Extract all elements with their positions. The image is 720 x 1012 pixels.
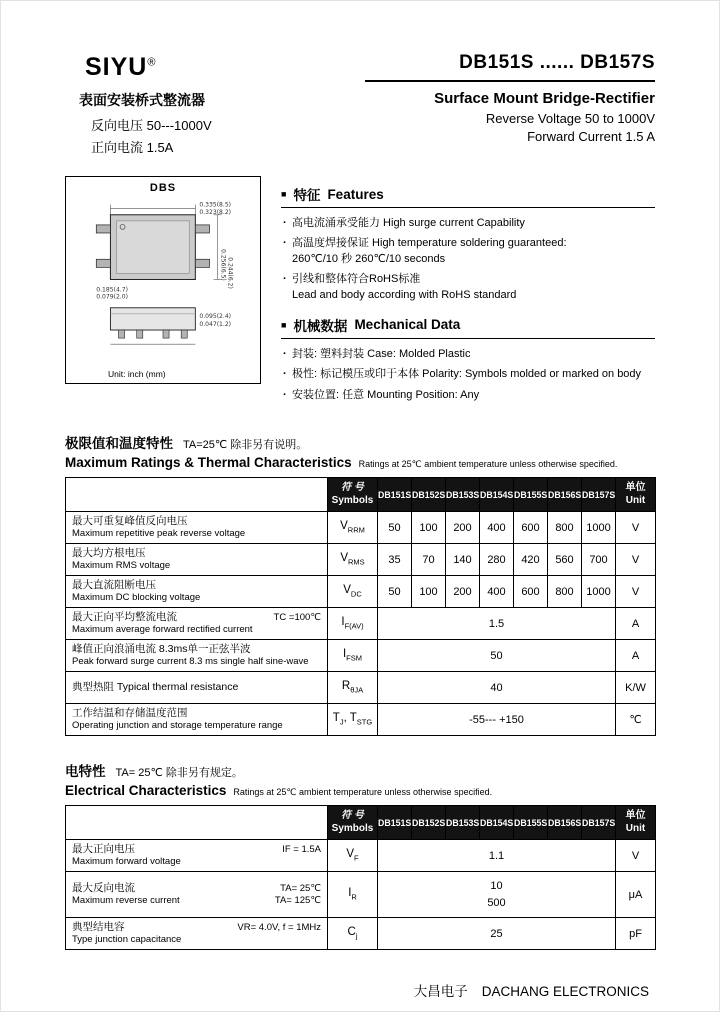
electrical-heading-cn [65, 760, 655, 780]
feature-line: · 高电流涌承受能力 High surge current Capability [292, 217, 525, 229]
unit-header [616, 478, 656, 512]
feature-line: · 高温度焊接保证 High temperature soldering guaranteed: [292, 237, 567, 250]
dimension-label: 0.244(6.2) [226, 257, 234, 289]
value-cell: 50 [378, 576, 412, 608]
value-line: 10 [490, 880, 503, 893]
row-description [66, 576, 328, 608]
part-column-header: DB154S [480, 806, 514, 840]
row-description [66, 672, 328, 704]
value-cell [378, 872, 616, 918]
desc-en: Maximum forward voltage [72, 856, 181, 868]
value-cell: 25 [378, 918, 616, 950]
symbol-cell: $I_R$ [328, 872, 378, 918]
value-cell: 1.5 [378, 608, 616, 640]
desc-en: Maximum reverse current [72, 895, 180, 907]
desc-en: Type junction capacitance [72, 934, 182, 946]
value-cell: 800 [548, 576, 582, 608]
electrical-heading-en [65, 783, 655, 798]
max-ratings-section [65, 432, 655, 736]
value-cell: 1000 [582, 576, 616, 608]
symbol-cell: $V_{RMS}$ [328, 544, 378, 576]
unit-header-cn: 单位 [625, 482, 646, 494]
part-column-header: DB157S [582, 478, 616, 512]
features-heading [281, 184, 655, 208]
desc-en: Maximum RMS voltage [72, 560, 171, 572]
dimension-label: 0.079(2.0) [96, 293, 128, 301]
row-description [66, 544, 328, 576]
value-cell: 100 [412, 512, 446, 544]
table-row [66, 704, 656, 736]
value-cell: 600 [514, 576, 548, 608]
mechanical-list [281, 347, 655, 403]
dimension-label: 0.095(2.4) [199, 312, 232, 320]
max-ratings-heading-cn [65, 432, 655, 452]
symbol-cell: $C_j$ [328, 918, 378, 950]
max-ratings-table [65, 477, 656, 736]
unit-header-en: Unit [625, 494, 646, 506]
row-description [66, 608, 328, 640]
intro-english [434, 90, 655, 156]
package-side-view [110, 308, 195, 330]
heading-cn-text: 极限值和温度特性 [65, 436, 173, 452]
forward-current-en: Forward Current 1.5 A [527, 129, 655, 144]
list-item [281, 272, 655, 303]
features-heading-en: Features [327, 186, 384, 202]
table-row [66, 840, 656, 872]
electrical-section [65, 760, 655, 950]
part-column-header: DB156S [548, 478, 582, 512]
reverse-voltage-en: Reverse Voltage 50 to 1000V [485, 111, 655, 126]
lead [96, 259, 110, 267]
part-column-header: DB152S [412, 806, 446, 840]
part-column-header: DB153S [446, 478, 480, 512]
forward-current-cn: 正向电流 1.5A [91, 140, 174, 155]
unit-note: Unit: inch (mm) [108, 369, 166, 379]
symbol-header-cn: 符 号 [341, 482, 364, 494]
lead [195, 259, 209, 267]
unit-cell: A [616, 608, 656, 640]
intro-chinese [65, 90, 212, 156]
lead [181, 330, 187, 338]
value-cell: 600 [514, 512, 548, 544]
condition: IF = 1.5A [282, 844, 321, 856]
registered-mark: ® [147, 56, 157, 69]
table-row [66, 640, 656, 672]
lead [163, 330, 169, 338]
unit-header [616, 806, 656, 840]
max-ratings-heading-en [65, 455, 655, 470]
symbol-cell: $T_J$, $T_{STG}$ [328, 704, 378, 736]
unit-cell: A [616, 640, 656, 672]
symbol-header [328, 806, 378, 840]
blank-header-cell [66, 806, 328, 840]
symbol-header-en: Symbols [331, 494, 374, 506]
unit-cell: V [616, 840, 656, 872]
dimension-label: 0.323(8.2) [199, 208, 232, 216]
value-cell: 100 [412, 576, 446, 608]
part-column-header: DB151S [378, 478, 412, 512]
lead [96, 225, 110, 233]
table-row [66, 608, 656, 640]
package-drawing-svg [70, 194, 256, 369]
unit-cell: V [616, 512, 656, 544]
unit-header-en: Unit [625, 822, 646, 834]
symbol-cell: $I_{FSM}$ [328, 640, 378, 672]
row-description [66, 840, 328, 872]
symbol-cell: $V_F$ [328, 840, 378, 872]
unit-header-cn: 单位 [625, 810, 646, 822]
footer-company-en: DACHANG ELECTRONICS [481, 984, 649, 1000]
table-row [66, 576, 656, 608]
value-cell: 200 [446, 576, 480, 608]
part-column-header: DB155S [514, 806, 548, 840]
value-cell: 420 [514, 544, 548, 576]
symbol-cell: $R_{\theta JA}$ [328, 672, 378, 704]
footer-company-cn: 大昌电子 [413, 984, 468, 1000]
heading-en-text: Electrical Characteristics [65, 783, 227, 799]
unit-cell: V [616, 544, 656, 576]
value-cell: 1.1 [378, 840, 616, 872]
unit-cell: ℃ [616, 704, 656, 736]
desc-cn: 最大正向平均整流电流 [72, 611, 177, 624]
part-column-header: DB156S [548, 806, 582, 840]
brand-text: SIYU [85, 53, 148, 81]
lead [195, 225, 209, 233]
value-cell: 560 [548, 544, 582, 576]
features-heading-cn: ■ 特征 [293, 188, 321, 203]
symbol-cell: $V_{DC}$ [328, 576, 378, 608]
desc-en: Maximum DC blocking voltage [72, 592, 201, 604]
table-row [66, 872, 656, 918]
symbol-header-en: Symbols [331, 822, 374, 834]
desc-cn: 最大直流阻断电压 [72, 579, 156, 592]
part-column-header: DB157S [582, 806, 616, 840]
desc-cn: 典型结电容 [72, 921, 125, 934]
part-column-header: DB154S [480, 478, 514, 512]
mechanical-heading [281, 315, 655, 339]
footer [65, 980, 655, 1000]
desc-en: Maximum repetitive peak reverse voltage [72, 528, 246, 540]
part-column-header: DB152S [412, 478, 446, 512]
value-cell: 40 [378, 672, 616, 704]
desc-cn: 最大可重复峰值反向电压 [72, 515, 188, 528]
symbol-cell: $V_{RRM}$ [328, 512, 378, 544]
blank-header-cell [66, 478, 328, 512]
condition: TC =100℃ [273, 612, 321, 624]
list-item: · 极性: 标记模压或印于本体 Polarity: Symbols molded or marked on body [281, 367, 655, 382]
heading-en-note: Ratings at 25℃ ambient temperature unless otherwise specified. [233, 787, 493, 798]
features-list [281, 216, 655, 303]
dimension-label: 0.185(4.7) [96, 286, 128, 294]
value-cell: 800 [548, 512, 582, 544]
unit-cell: μA [616, 872, 656, 918]
unit-cell: pF [616, 918, 656, 950]
heading-cn-note: TA= 25℃ 除非另有规定。 [115, 767, 243, 780]
unit-cell: K/W [616, 672, 656, 704]
row-description [66, 918, 328, 950]
part-column-header: DB155S [514, 478, 548, 512]
desc-cn: 典型热阻 Typical thermal resistance [72, 681, 239, 694]
value-cell: 200 [446, 512, 480, 544]
list-item: · 安装位置: 任意 Mounting Position: Any [281, 388, 655, 403]
list-item [281, 216, 655, 231]
value-cell: 400 [480, 576, 514, 608]
feature-line: Lead and body according with RoHS standard [292, 288, 517, 301]
feature-line: 260℃/10 秒 260℃/10 seconds [292, 252, 446, 265]
value-cell: 50 [378, 640, 616, 672]
row-description [66, 704, 328, 736]
brand-logo [65, 53, 156, 82]
package-diagram [65, 176, 261, 384]
title-en: Surface Mount Bridge-Rectifier [434, 90, 655, 107]
symbol-cell: $I_{F(AV)}$ [328, 608, 378, 640]
mechanical-heading-cn: ■ 机械数据 [293, 318, 348, 334]
value-cell: 70 [412, 544, 446, 576]
desc-cn: 工作结温和存储温度范围 [72, 707, 188, 720]
list-item [281, 236, 655, 267]
condition: VR= 4.0V, f = 1MHz [237, 922, 321, 934]
header [65, 52, 655, 82]
desc-cn: 最大均方根电压 [72, 547, 146, 560]
lead [137, 330, 143, 338]
heading-en-note: Ratings at 25℃ ambient temperature unless otherwise specified. [358, 459, 618, 470]
symbol-header [328, 478, 378, 512]
value-cell: 700 [582, 544, 616, 576]
table-row [66, 512, 656, 544]
condition: TA= 125℃ [274, 895, 321, 907]
package-name: DBS [149, 182, 177, 194]
reverse-voltage-cn: 反向电压 50---1000V [91, 118, 212, 133]
value-cell: 50 [378, 512, 412, 544]
desc-en: Operating junction and storage temperature range [72, 720, 283, 732]
desc-cn: 最大反向电流 [72, 882, 135, 895]
title-cn: 表面安装桥式整流器 [79, 92, 205, 108]
dimension-label: 0.256(6.5) [219, 249, 227, 281]
heading-cn-note: TA=25℃ 除非另有说明。 [183, 439, 308, 452]
list-item: · 封装: 塑料封装 Case: Molded Plastic [281, 347, 655, 362]
unit-cell: V [616, 576, 656, 608]
table-header-row [66, 478, 656, 512]
desc-cn: 峰值正向浪涌电流 8.3ms单一正弦半波 [72, 643, 251, 656]
dimension-label: 0.047(1.2) [199, 320, 232, 328]
table-row [66, 918, 656, 950]
row-description [66, 872, 328, 918]
value-cell: 280 [480, 544, 514, 576]
value-cell: -55--- +150 [378, 704, 616, 736]
value-line: 500 [487, 896, 506, 909]
part-range-title: DB151S ...... DB157S [365, 52, 655, 82]
table-row [66, 672, 656, 704]
row-description [66, 512, 328, 544]
electrical-table [65, 805, 656, 950]
desc-en: Maximum average forward rectified current [72, 624, 253, 636]
table-row [66, 544, 656, 576]
lead [119, 330, 125, 338]
value-cell: 1000 [582, 512, 616, 544]
value-cell: 140 [446, 544, 480, 576]
mechanical-heading-en: Mechanical Data [354, 317, 461, 333]
row-description [66, 640, 328, 672]
part-column-header: DB151S [378, 806, 412, 840]
dimension-label: 0.335(8.5) [199, 201, 232, 209]
desc-en: Peak forward surge current 8.3 ms single half sine-wave [72, 656, 309, 668]
heading-cn-text: 电特性 [65, 764, 106, 780]
desc-cn: 最大正向电压 [72, 843, 135, 856]
condition: TA= 25℃ [280, 883, 321, 895]
value-cell: 35 [378, 544, 412, 576]
table-header-row [66, 806, 656, 840]
symbol-header-cn: 符 号 [341, 810, 364, 822]
feature-line: · 引线和整体符合RoHS标准 [292, 273, 421, 286]
intro [65, 90, 655, 156]
value-cell: 400 [480, 512, 514, 544]
heading-en-text: Maximum Ratings & Thermal Characteristics [65, 455, 352, 471]
part-column-header: DB153S [446, 806, 480, 840]
